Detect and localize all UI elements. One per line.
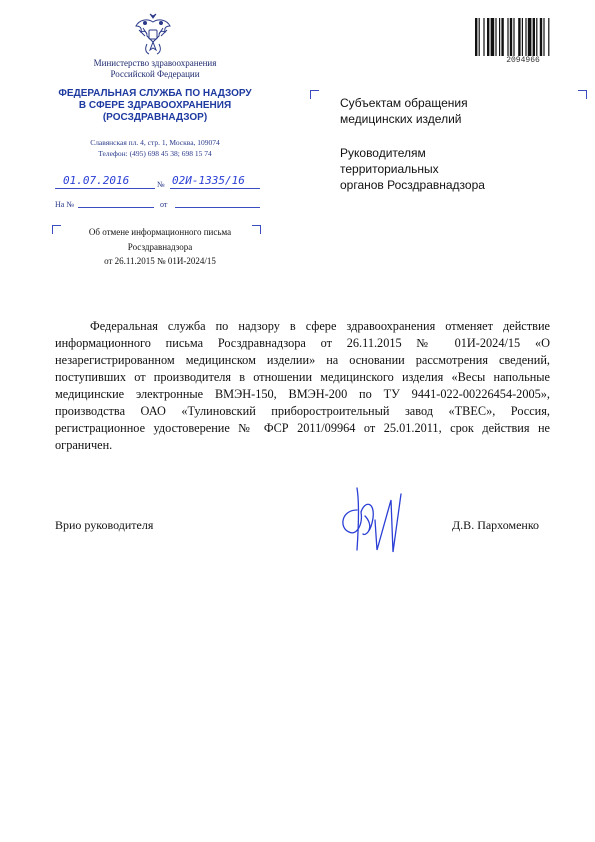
ministry-name-line2: Российской Федерации: [110, 69, 200, 79]
ref-number-underline: [78, 207, 154, 208]
addressee-corner-right: [578, 90, 587, 99]
addressee-line2: медицинских изделий: [340, 112, 462, 126]
number-underline: [170, 188, 260, 189]
agency-name-line2: В СФЕРЕ ЗДРАВООХРАНЕНИЯ: [78, 100, 232, 111]
barcode: [475, 18, 570, 56]
handwritten-signature: [335, 480, 415, 560]
addressee-corner-left: [310, 90, 319, 99]
ref-date-underline: [175, 207, 260, 208]
signatory-position: Врио руководителя: [55, 518, 154, 532]
coat-of-arms-icon: [133, 12, 173, 56]
letter-number: 02И-1335/16: [172, 174, 245, 187]
letter-date: 01.07.2016: [63, 174, 130, 187]
addressee-line3: Руководителям: [340, 146, 426, 160]
body-paragraph: Федеральная служба по надзору в сфере здравоохранения отменяет действие информационного письма Росздравнадзора от 26.11.2015 № 01И-2024/15 «О незарегистрированном медицинском изделии» на основании рассмотрения сведений, поступивших от производителя в отношении медицинского изделия «Весы напольные медицинские электронные ВМЭН-150, ВМЭН-200 по ТУ 9441-022-00226454-2005», производства ОАО «Тулиновский приборостроительный завод «ТВЕС», Россия, регистрационное удостоверение № ФСР 2011/09964 от 25.01.2011, срок действия не ограничен.: [55, 319, 550, 452]
subject-line1: Об отмене информационного письма: [88, 227, 232, 237]
signatory-name: Д.В. Пархоменко: [452, 518, 540, 532]
ministry-name-line1: Министерство здравоохранения: [93, 58, 217, 68]
subject-line2: Росздравнадзора: [127, 242, 193, 252]
agency-address: Славянская пл. 4, стр. 1, Москва, 109074: [90, 138, 220, 147]
agency-phone: Телефон: (495) 698 45 38; 698 15 74: [98, 149, 212, 158]
ref-prefix: На №: [55, 200, 74, 209]
barcode-number: 2094966: [506, 56, 540, 65]
addressee-line5: органов Росздравнадзора: [340, 178, 485, 192]
agency-name-line1: ФЕДЕРАЛЬНАЯ СЛУЖБА ПО НАДЗОРУ: [58, 88, 252, 99]
subject-line3: от 26.11.2015 № 01И-2024/15: [104, 256, 216, 266]
addressee-line1: Субъектам обращения: [340, 96, 468, 110]
number-sign: №: [157, 180, 165, 189]
addressee-line4: территориальных: [340, 162, 439, 176]
date-underline: [55, 188, 155, 189]
agency-name-line3: (РОСЗДРАВНАДЗОР): [102, 112, 208, 123]
ref-from: от: [160, 200, 168, 209]
